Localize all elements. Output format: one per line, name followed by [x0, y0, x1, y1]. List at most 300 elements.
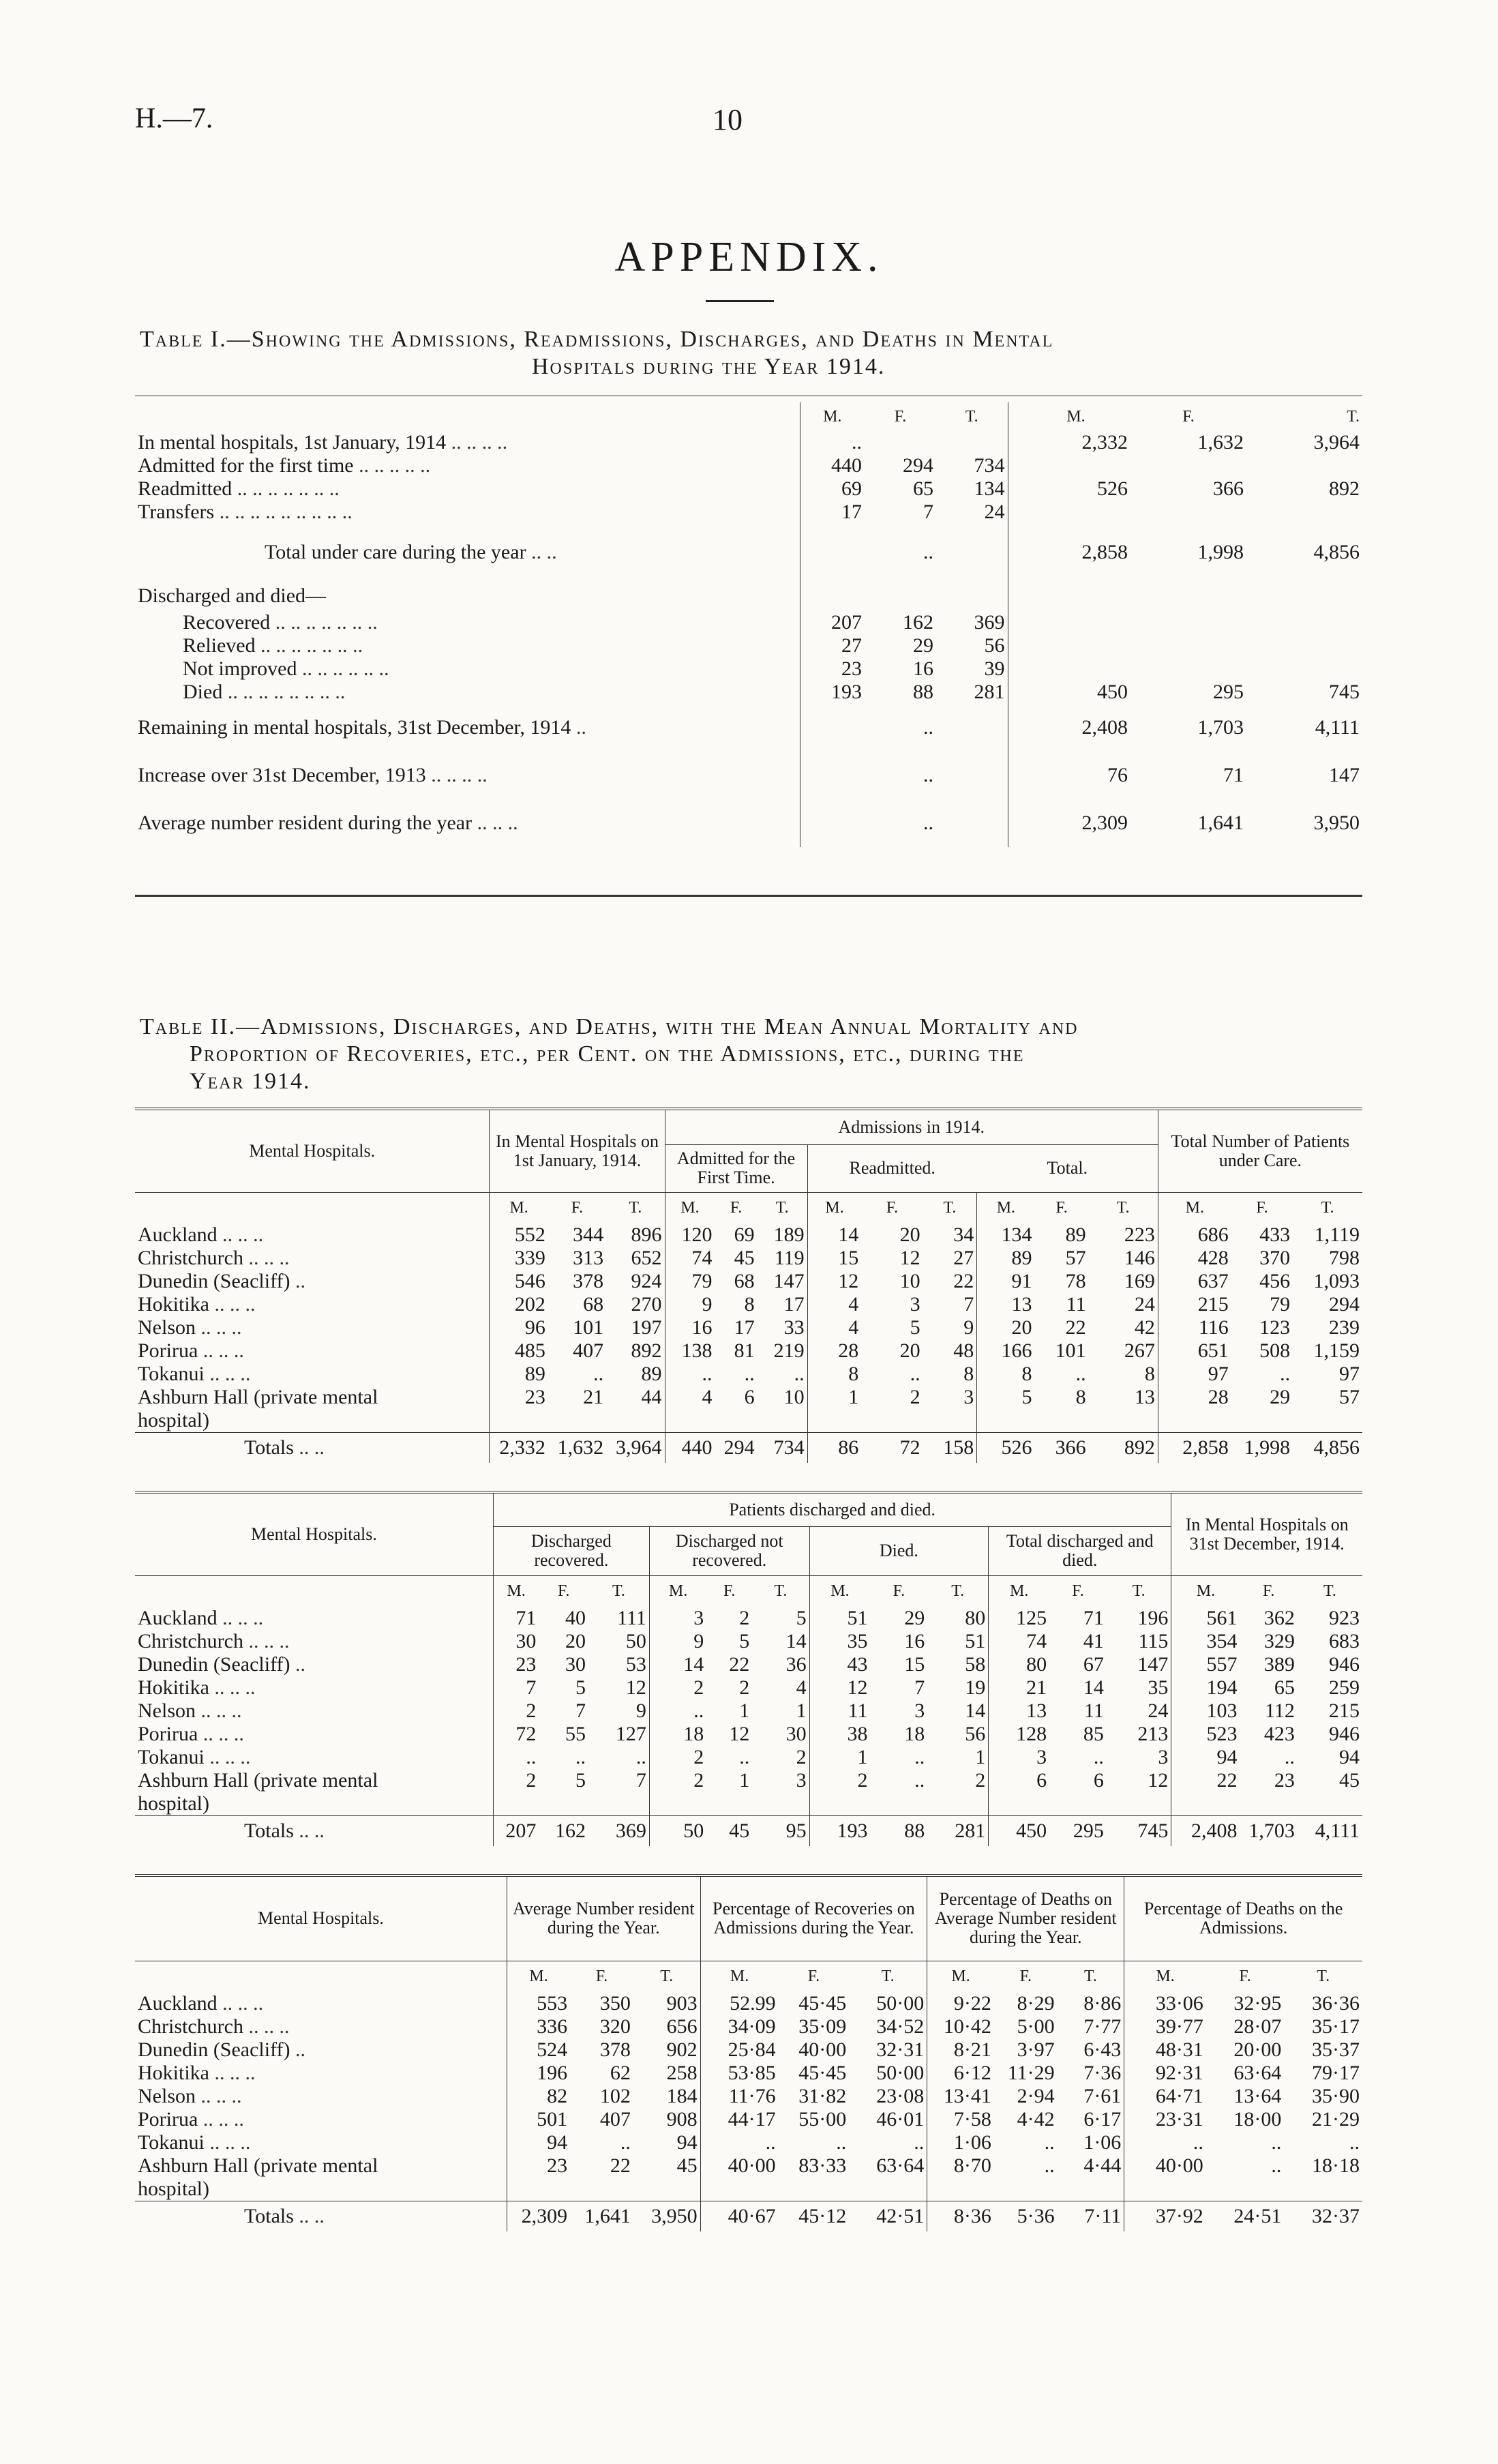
table-row — [135, 2108, 1362, 2131]
leader-dots: .. — [290, 1270, 306, 1292]
cell-value: 2 — [493, 1699, 539, 1723]
col-head: M. — [1066, 407, 1085, 426]
value-a-m: 69 — [800, 477, 865, 501]
pct-recoveries-heading: Percentage of Recoveries on Admissions during the Year. — [700, 1875, 927, 1961]
mft-header-row — [135, 1192, 1362, 1223]
mft-label: T. — [1116, 1198, 1130, 1217]
cell-value: 79 — [665, 1270, 715, 1293]
mft-label: M. — [977, 1192, 1035, 1223]
leader-dots: .. .. .. — [243, 2015, 290, 2038]
cell-value: .. — [575, 1746, 586, 1768]
cell-value: 78 — [1065, 1270, 1086, 1292]
blank — [539, 1792, 588, 1816]
cell-value: 1·06 — [927, 2131, 994, 2154]
under-care-heading: Total Number of Patients under Care. — [1158, 1109, 1362, 1192]
value-a-t — [936, 752, 1008, 799]
brace-spacer — [1008, 581, 1021, 611]
cell-value: 50·00 — [876, 2062, 925, 2084]
value-b-t: 3,950 — [1313, 812, 1360, 834]
leader-dots: .. .. — [526, 541, 557, 563]
cell-value: 3 — [914, 1699, 925, 1722]
brace-spacer — [1008, 634, 1021, 657]
hospital-label: Tokanui — [138, 2131, 205, 2154]
mft-label: T. — [1084, 1967, 1097, 1985]
hospital-label: Christchurch — [138, 1247, 243, 1269]
row-label: Admitted for the first time .. .. .. .. .. — [138, 454, 431, 477]
hospital-label: Tokanui — [138, 1746, 205, 1768]
value-a-f: .. — [923, 716, 933, 739]
hospital-label: Porirua — [138, 1723, 198, 1745]
cell-value: 7 — [963, 1293, 974, 1316]
hospital-name — [135, 1992, 507, 2015]
hospital-name — [135, 1223, 490, 1247]
avg-resident-heading: Average Number resident during the Year. — [507, 1875, 700, 1961]
cell-value: 38 — [809, 1723, 870, 1746]
cell-value: .. — [914, 1746, 925, 1768]
cell-value: 197 — [631, 1316, 662, 1339]
cell-value: 22 — [1171, 1769, 1240, 1792]
cell-value: 35·90 — [1312, 2085, 1360, 2107]
cell-value: 3 — [963, 1386, 974, 1408]
blank — [849, 2178, 927, 2201]
cell-value: 354 — [1171, 1630, 1240, 1653]
value-a-t: 734 — [974, 454, 1005, 477]
brace-spacer — [1008, 477, 1021, 501]
cell-value: 43 — [809, 1653, 870, 1676]
cell-value: 329 — [1263, 1630, 1295, 1652]
cell-value: 12 — [1148, 1769, 1169, 1792]
cell-value: 127 — [615, 1723, 646, 1745]
brace-spacer — [1008, 524, 1021, 581]
cell-value: 40 — [565, 1607, 586, 1629]
cell-value: 1 — [807, 1386, 861, 1409]
leader-dots: .. .. .. .. .. .. .. — [255, 634, 363, 657]
cell-value: 7·61 — [1083, 2085, 1122, 2107]
total-value: 162 — [554, 1819, 586, 1842]
value-b-f — [1130, 634, 1246, 657]
blank — [606, 1409, 665, 1433]
row-label: Average number resident during the year .. .. .. — [138, 812, 518, 834]
cell-value: 50·00 — [876, 1992, 925, 2015]
cell-value: 12 — [625, 1676, 646, 1699]
cell-value: 5 — [575, 1769, 586, 1792]
hospital-name — [135, 1746, 493, 1769]
cell-value: .. — [739, 1746, 750, 1768]
table-row — [135, 1270, 1362, 1293]
value-b-f: 366 — [1213, 477, 1244, 500]
blank — [779, 2178, 850, 2201]
cell-value: 259 — [1329, 1676, 1360, 1699]
total-value: 2,858 — [1158, 1433, 1231, 1463]
table-row — [135, 2038, 1362, 2062]
leader-dots: .. .. .. — [204, 1746, 251, 1768]
cell-value: 3 — [910, 1293, 920, 1316]
mft-header-row — [135, 1575, 1362, 1607]
mft-label: M. — [807, 1192, 861, 1223]
leader-dots: .. .. — [293, 1819, 325, 1842]
cell-value: 3 — [1158, 1746, 1169, 1768]
cell-value: 3 — [989, 1746, 1049, 1769]
value-a-f: 16 — [913, 657, 933, 680]
value-b-m: 526 — [1097, 477, 1128, 500]
cell-value: 313 — [573, 1247, 604, 1269]
cell-value: 9 — [649, 1630, 706, 1653]
cell-value: 8 — [1144, 1363, 1155, 1385]
cell-value: 20 — [977, 1316, 1035, 1339]
value-b-t: 3,964 — [1313, 431, 1360, 454]
cell-value: 65 — [1274, 1676, 1295, 1699]
brace-spacer — [1008, 681, 1021, 704]
leader-dots: .. .. .. — [217, 1992, 264, 2015]
blank — [633, 2178, 700, 2201]
table-row — [135, 1630, 1362, 1653]
value-a-f: 294 — [903, 454, 933, 477]
value-a-m: 440 — [800, 454, 865, 477]
total-value: 72 — [899, 1436, 920, 1459]
cell-value: 508 — [1259, 1339, 1291, 1362]
cell-value: 2 — [975, 1769, 986, 1792]
total-value: 734 — [773, 1436, 805, 1459]
cell-value: 11·76 — [700, 2085, 779, 2108]
hospital-name — [135, 1630, 493, 1653]
value-a-t — [936, 704, 1008, 752]
mft-label: T. — [881, 1967, 895, 1985]
row-label: Died .. .. .. .. .. .. .. .. — [183, 681, 346, 703]
blank — [493, 1792, 539, 1816]
cell-value: 42 — [1134, 1316, 1155, 1339]
mft-label: T. — [612, 1582, 625, 1600]
hospital-label: Nelson — [138, 1699, 196, 1722]
row-label: Transfers .. .. .. .. .. .. .. .. .. — [138, 501, 353, 523]
discharged-recovered-heading: Discharged recovered. — [493, 1526, 649, 1575]
value-a-m: .. — [800, 431, 865, 454]
leader-dots: .. .. — [293, 1436, 325, 1459]
hospital-label: Auckland — [138, 1223, 218, 1246]
total-value: 369 — [615, 1819, 646, 1842]
cell-value: 11 — [1084, 1699, 1104, 1722]
cell-value: 125 — [989, 1607, 1049, 1630]
totals-label — [135, 1816, 493, 1846]
cell-value: 6·43 — [1083, 2038, 1122, 2061]
cell-value: 35 — [809, 1630, 870, 1653]
totals-row — [135, 1816, 1362, 1846]
cell-value: 4 — [796, 1676, 807, 1699]
value-b-f: 1,632 — [1197, 431, 1244, 454]
blank — [507, 2178, 570, 2201]
total-value: 295 — [1073, 1819, 1104, 1842]
total-value: 86 — [807, 1433, 861, 1463]
total-value: 1,703 — [1248, 1819, 1295, 1842]
cell-value: 72 — [493, 1723, 539, 1746]
cell-value: 22 — [953, 1270, 974, 1292]
hospital-name — [135, 1293, 490, 1316]
table1-row — [135, 752, 1362, 799]
cell-value: 223 — [1124, 1223, 1155, 1246]
blank — [1298, 1792, 1362, 1816]
hospital-name-cont: hospital) — [138, 1792, 209, 1815]
cell-value: .. — [1280, 1363, 1291, 1385]
cell-value: 123 — [1259, 1316, 1291, 1339]
blank — [1206, 2178, 1285, 2201]
total-value: 1,998 — [1244, 1436, 1291, 1459]
cell-value: 4·42 — [1017, 2108, 1055, 2131]
table1-row — [135, 799, 1362, 847]
cell-value: 11 — [1066, 1293, 1086, 1316]
value-b-f: 1,641 — [1197, 812, 1244, 834]
cell-value: 1,159 — [1313, 1339, 1360, 1362]
cell-value: 57 — [1339, 1386, 1360, 1408]
cell-value: 336 — [507, 2015, 570, 2038]
cell-value: 46·01 — [876, 2108, 925, 2131]
total-value: 526 — [977, 1433, 1035, 1463]
table1-header-row — [135, 402, 1362, 431]
leader-dots: .. .. .. — [217, 1223, 264, 1246]
cell-value: 9 — [665, 1293, 715, 1316]
cell-value: 67 — [1083, 1653, 1104, 1676]
mft-header-row — [135, 1961, 1362, 1992]
cell-value: 12 — [809, 1676, 870, 1699]
total-value: 2,332 — [490, 1433, 548, 1463]
col-head: T. — [965, 407, 978, 426]
cell-value: 501 — [507, 2108, 570, 2131]
mft-label: M. — [989, 1575, 1049, 1607]
total-value: 32·37 — [1312, 2204, 1360, 2227]
total-value: 88 — [904, 1819, 925, 1842]
cell-value: 134 — [977, 1223, 1035, 1247]
hospital-label: Tokanui — [138, 1363, 205, 1385]
cell-value: .. — [635, 1746, 646, 1768]
table1-row — [135, 634, 1362, 657]
cell-value: 40·00 — [798, 2038, 847, 2061]
cell-value: 71 — [493, 1607, 539, 1630]
cell-value: 13 — [989, 1699, 1049, 1723]
leader-dots: .. .. .. — [198, 1723, 244, 1745]
cell-value: 52.99 — [700, 1992, 779, 2015]
col-head: F. — [894, 407, 907, 426]
blank — [706, 1792, 752, 1816]
readmitted-heading: Readmitted. — [807, 1144, 977, 1192]
cell-value: 147 — [773, 1270, 805, 1292]
mental-hospitals-heading: Mental Hospitals. — [249, 1140, 376, 1161]
cell-value: 10 — [783, 1386, 805, 1408]
cell-value: 94 — [1339, 1746, 1360, 1768]
cell-value: 166 — [977, 1339, 1035, 1363]
total-value: 37·92 — [1124, 2201, 1206, 2231]
cell-value: 102 — [599, 2085, 631, 2107]
hospital-name-cont: hospital) — [138, 2178, 209, 2200]
table1-row — [135, 477, 1362, 501]
blank — [548, 1409, 606, 1433]
cell-value: 21 — [583, 1386, 604, 1408]
cell-value: 389 — [1263, 1653, 1295, 1676]
table-row — [135, 1769, 1362, 1792]
cell-value: 31·82 — [798, 2085, 847, 2107]
cell-value: 56 — [965, 1723, 986, 1745]
blank — [1049, 1792, 1107, 1816]
cell-value: 40·00 — [700, 2154, 779, 2178]
table-row — [135, 2062, 1362, 2085]
cell-value: 1,093 — [1313, 1270, 1360, 1292]
table-row — [135, 1699, 1362, 1723]
mft-label: F. — [1019, 1967, 1032, 1985]
cell-value: 29 — [1270, 1386, 1291, 1408]
cell-value: 13·41 — [927, 2085, 994, 2108]
cell-value: 2·94 — [1017, 2085, 1055, 2107]
value-a-t: 134 — [974, 477, 1005, 500]
cell-value: 44·17 — [700, 2108, 779, 2131]
mft-label: F. — [893, 1582, 905, 1600]
cell-value: 82 — [507, 2085, 570, 2108]
mft-label: F. — [723, 1582, 736, 1600]
cell-value: 892 — [631, 1339, 662, 1362]
cell-value: 553 — [507, 1992, 570, 2015]
value-a-m: 193 — [800, 681, 865, 704]
table2-discharges — [135, 1491, 1362, 1846]
cell-value: 7·77 — [1083, 2015, 1122, 2038]
hospital-name — [135, 2015, 507, 2038]
cell-value: 39·77 — [1124, 2015, 1206, 2038]
table1-row — [135, 657, 1362, 681]
leader-dots: .. .. .. .. — [425, 764, 488, 786]
table-row — [135, 1386, 1362, 1409]
cell-value: 344 — [573, 1223, 604, 1246]
admissions-heading: Admissions in 1914. — [665, 1109, 1158, 1144]
leader-dots: .. .. .. — [217, 1607, 264, 1629]
cell-value: 28·07 — [1233, 2015, 1282, 2038]
table2-admissions — [135, 1108, 1362, 1463]
blank — [588, 1792, 649, 1816]
blank — [870, 1792, 927, 1816]
mft-label: T. — [951, 1582, 965, 1600]
blank — [758, 1409, 807, 1433]
mft-label: F. — [595, 1967, 608, 1985]
cell-value: 215 — [1158, 1293, 1231, 1316]
cell-value: 219 — [773, 1339, 805, 1362]
hospital-name — [135, 2108, 507, 2131]
doc-reference: H.—7. — [135, 103, 213, 134]
cell-value: 14 — [807, 1223, 861, 1247]
totals-label — [135, 1433, 490, 1463]
cell-value: 350 — [599, 1992, 631, 2015]
blank — [977, 1409, 1035, 1433]
cell-value: 9 — [963, 1316, 974, 1339]
cell-value: 7 — [914, 1676, 925, 1699]
value-a-t — [936, 431, 1008, 454]
in-hospitals-jan-heading: In Mental Hospitals on 1st January, 1914. — [490, 1109, 665, 1192]
cell-value: 12 — [729, 1723, 750, 1745]
cell-value: 5 — [910, 1316, 920, 1339]
table-row — [135, 1746, 1362, 1769]
cell-value: 68 — [583, 1293, 604, 1316]
cell-value: 378 — [573, 1270, 604, 1292]
blank — [1158, 1409, 1231, 1433]
cell-value: 23 — [1274, 1769, 1295, 1792]
cell-value: .. — [1075, 1363, 1086, 1385]
value-a-f — [865, 581, 936, 611]
hospital-name — [135, 1339, 490, 1363]
hospital-name — [135, 1699, 493, 1723]
leader-dots: .. .. .. .. — [446, 431, 508, 454]
value-b-f — [1130, 581, 1246, 611]
cell-value: 5 — [977, 1386, 1035, 1409]
cell-value: 33·06 — [1124, 1992, 1206, 2015]
hospital-name — [135, 2062, 507, 2085]
blank — [1035, 1409, 1089, 1433]
mft-label: F. — [571, 1198, 584, 1217]
cell-value: 48 — [953, 1339, 974, 1362]
cell-value: 30 — [785, 1723, 807, 1745]
cell-value: 428 — [1158, 1247, 1231, 1270]
cell-value: 71 — [1083, 1607, 1104, 1629]
value-a-m — [800, 752, 865, 799]
cell-value: 8 — [1075, 1386, 1086, 1408]
cell-value: 8·21 — [927, 2038, 994, 2062]
hospital-name-cont: hospital) — [138, 1409, 209, 1431]
cell-value: 22 — [729, 1653, 750, 1676]
leader-dots: .. .. .. .. .. .. — [297, 657, 389, 680]
cell-value: 9·22 — [927, 1992, 994, 2015]
cell-value: 68 — [734, 1270, 755, 1292]
blank — [665, 1409, 715, 1433]
cell-value: 7 — [493, 1676, 539, 1699]
blank — [809, 1792, 870, 1816]
cell-value: 378 — [599, 2038, 631, 2061]
value-b-f — [1130, 657, 1246, 681]
value-b-m: 2,858 — [1081, 541, 1128, 563]
mft-label: M. — [665, 1192, 715, 1223]
cell-value: 656 — [666, 2015, 698, 2038]
blank — [994, 2178, 1058, 2201]
discharged-not-recovered-heading: Discharged not recovered. — [649, 1526, 809, 1575]
cell-value: 196 — [1137, 1607, 1169, 1629]
hospital-name — [135, 2038, 507, 2062]
value-a-m: 27 — [800, 634, 865, 657]
cell-value: 13 — [977, 1293, 1035, 1316]
cell-value: 28 — [1158, 1386, 1231, 1409]
cell-value: 8 — [977, 1363, 1035, 1386]
leader-dots: .. .. .. — [243, 1247, 290, 1269]
cell-value: 111 — [617, 1607, 646, 1629]
blank — [1231, 1409, 1293, 1433]
mft-label: T. — [629, 1198, 642, 1217]
value-b-m — [1021, 454, 1130, 477]
blank — [1284, 2178, 1362, 2201]
hospital-label: Christchurch — [138, 2015, 243, 2038]
cell-value: 4 — [807, 1293, 861, 1316]
cell-value: 202 — [490, 1293, 548, 1316]
cell-value: 53 — [625, 1653, 646, 1676]
row-label: Increase over 31st December, 1913 .. .. .. .. — [138, 764, 488, 786]
leader-dots: .. .. .. — [209, 2062, 256, 2084]
table2-caption-line1: Table II.—Admissions, Discharges, and Deaths, with the Mean Annual Mortality and — [140, 1014, 1079, 1039]
cell-value: 85 — [1083, 1723, 1104, 1745]
cell-value: 45 — [734, 1247, 755, 1269]
cell-value: .. — [1349, 2131, 1360, 2154]
cell-value: 69 — [734, 1223, 755, 1246]
total-value: 4,856 — [1313, 1436, 1360, 1459]
cell-value: 96 — [490, 1316, 548, 1339]
cell-value: 40·00 — [1124, 2154, 1206, 2178]
cell-value: 189 — [773, 1223, 805, 1246]
total-discharged-heading: Total discharged and died. — [989, 1526, 1171, 1575]
mft-label: T. — [774, 1582, 788, 1600]
row-label: Remaining in mental hospitals, 31st December, 1914 .. — [138, 716, 586, 739]
hospital-label: Ashburn Hall (private mental — [138, 1769, 378, 1792]
table-row — [135, 1607, 1362, 1630]
title-rule — [706, 300, 774, 302]
table-row — [135, 2085, 1362, 2108]
value-b-t — [1246, 501, 1362, 524]
